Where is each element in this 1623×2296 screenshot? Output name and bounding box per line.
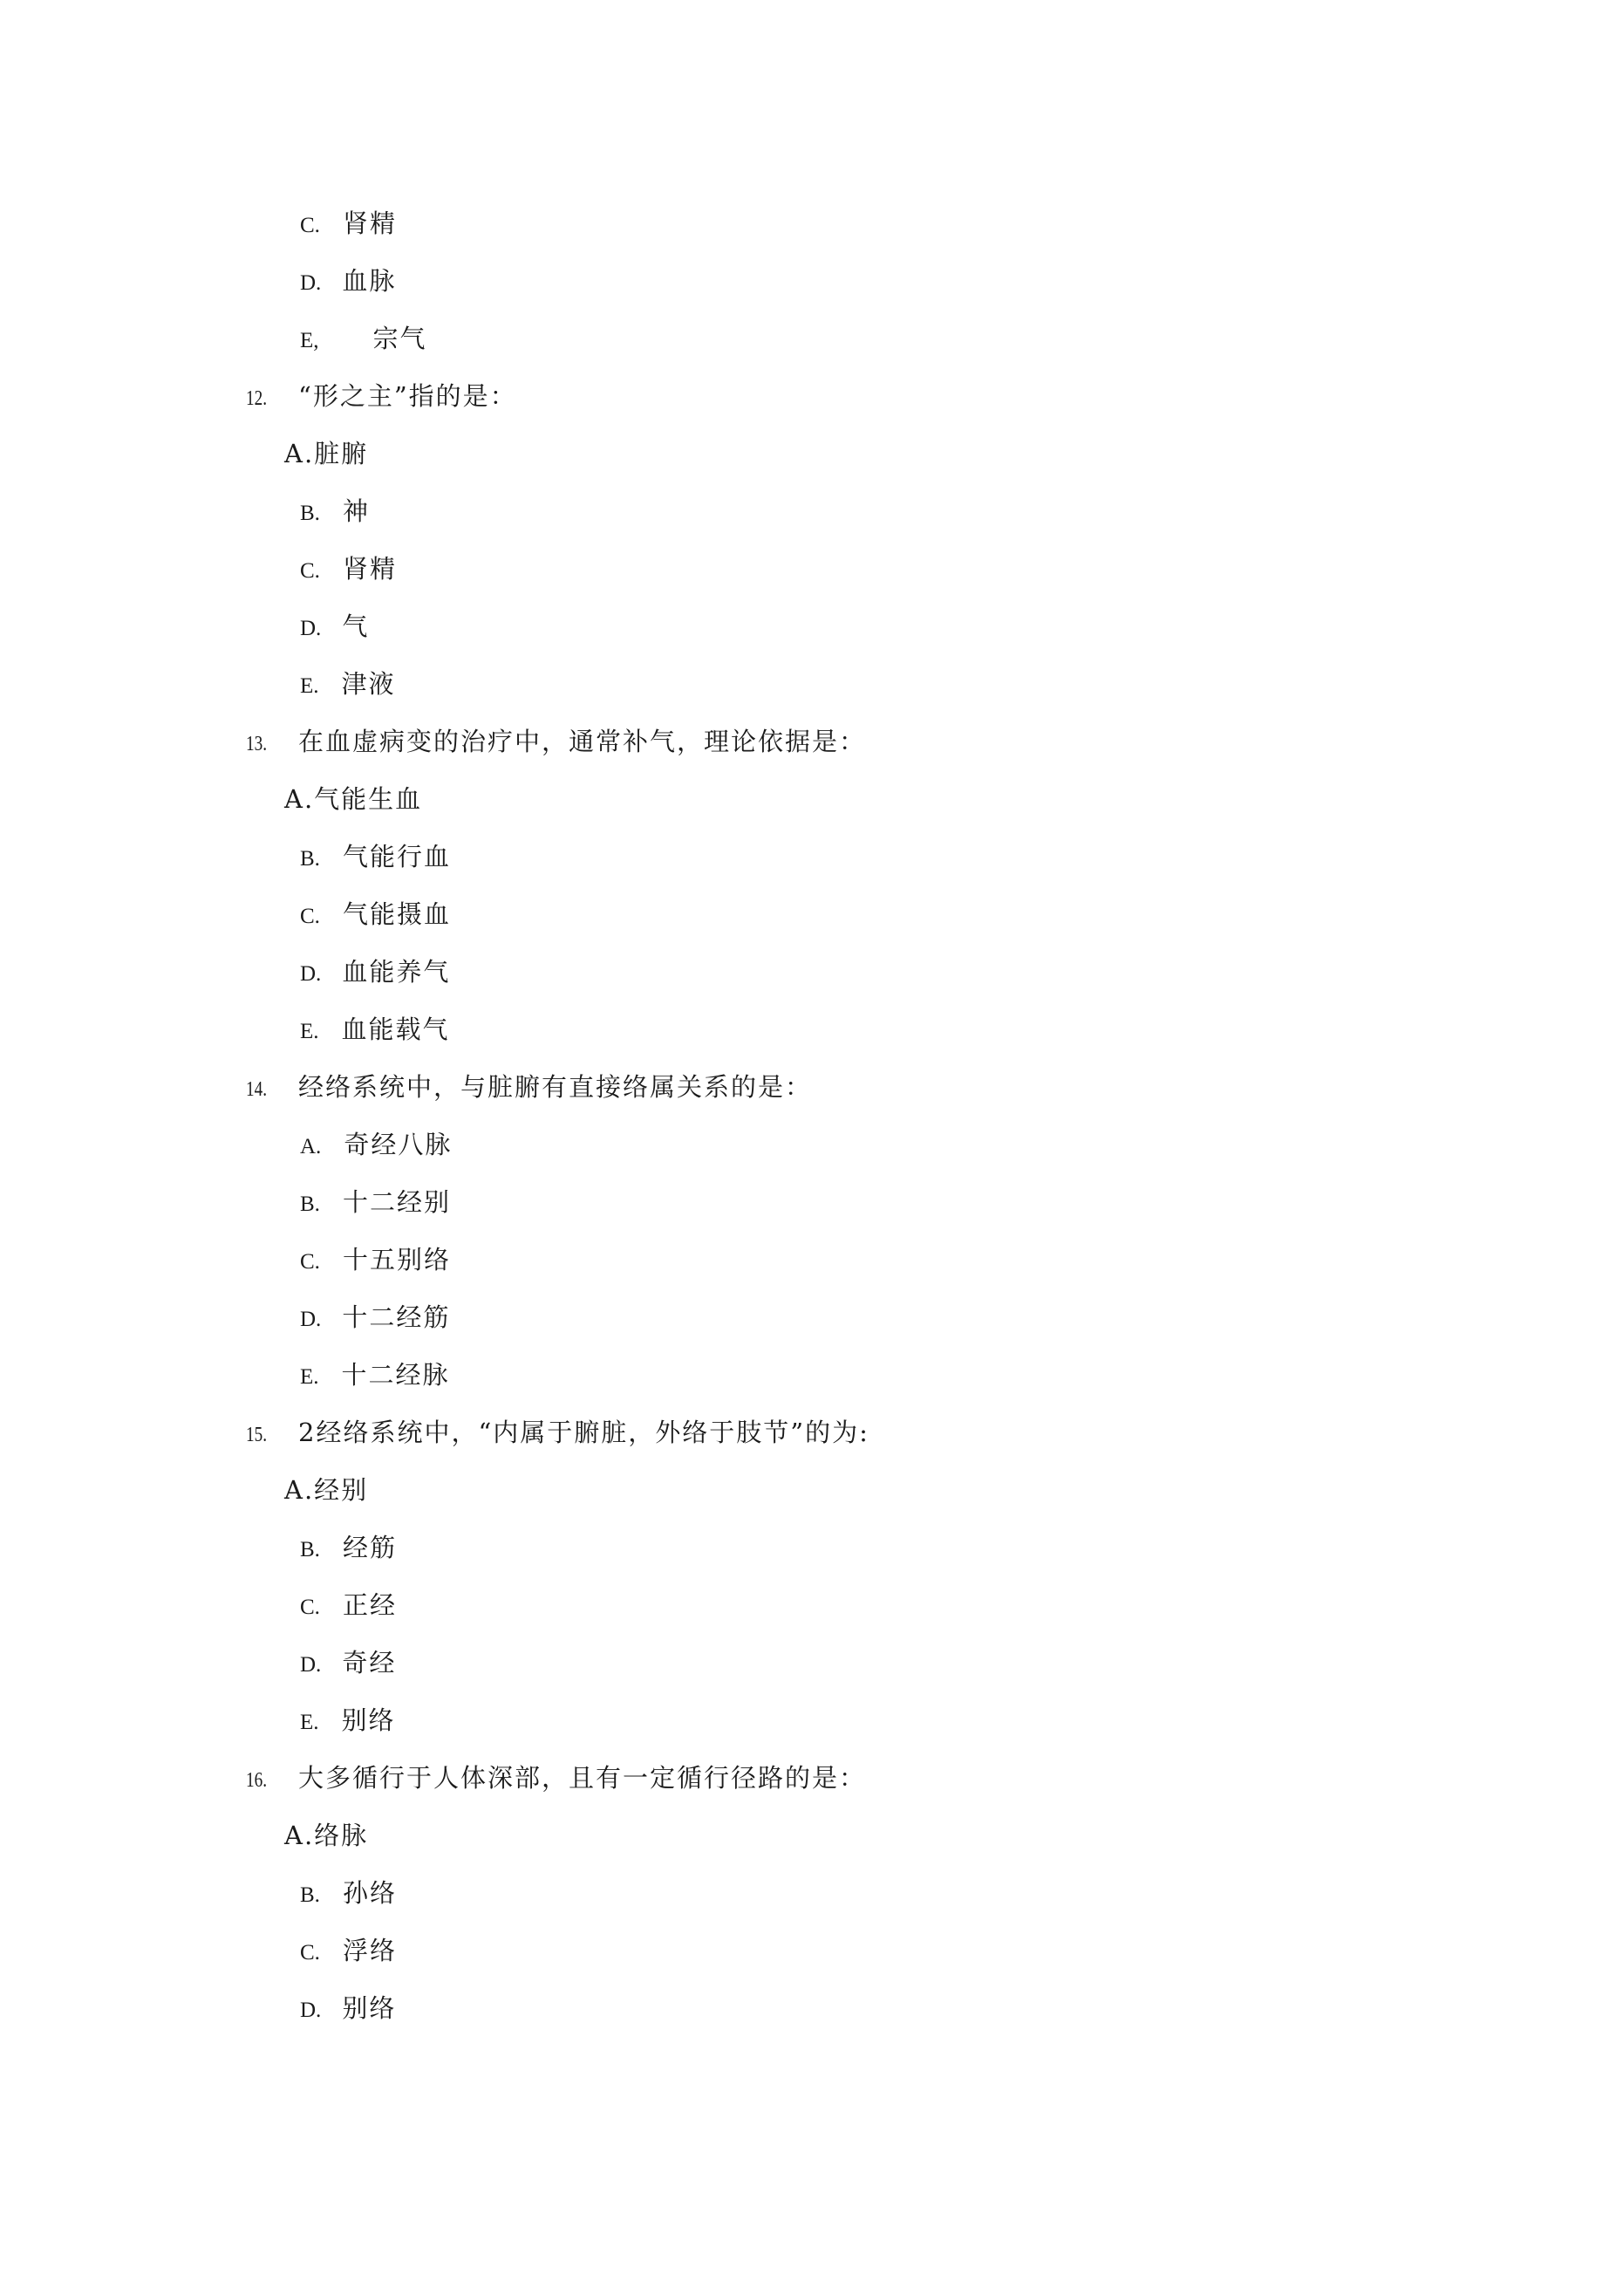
option-d: D. 血脉 (300, 266, 397, 296)
option-c: C. 肾精 (300, 554, 397, 584)
option-e: E. 别络 (300, 1705, 396, 1735)
option-e: E. 津液 (300, 669, 396, 699)
option-b: B. 神 (300, 496, 370, 526)
option-b: B. 经筋 (300, 1533, 397, 1562)
option-e: E. 十二经脉 (300, 1360, 450, 1390)
option-a: A.络脉 (284, 1821, 369, 1850)
option-d: D. 血能养气 (300, 957, 451, 987)
option-d: D. 十二经筋 (300, 1302, 451, 1332)
option-e: E. 血能载气 (300, 1015, 450, 1044)
option-a: A.脏腑 (284, 439, 369, 468)
option-c: C. 十五别络 (300, 1245, 451, 1274)
option-b: B. 十二经别 (300, 1187, 451, 1217)
question-13: 13. 在血虚病变的治疗中，通常补气，理论依据是： (246, 727, 867, 756)
question-15: 15. 2经络系统中，“内属于腑脏，外络于肢节”的为: (246, 1418, 869, 1447)
option-c: C. 肾精 (300, 208, 397, 238)
option-e: E, 宗气 (300, 324, 427, 353)
question-16: 16. 大多循行于人体深部，且有一定循行径路的是： (246, 1763, 867, 1793)
option-b: B. 气能行血 (300, 842, 451, 871)
question-12: 12. “形之主”指的是： (246, 381, 517, 411)
option-a: A. 奇经八脉 (300, 1130, 453, 1159)
option-b: B. 孙络 (300, 1878, 397, 1908)
option-c: C. 气能摄血 (300, 899, 451, 929)
option-c: C. 正经 (300, 1590, 397, 1620)
question-14: 14. 经络系统中，与脏腑有直接络属关系的是： (246, 1072, 813, 1102)
option-c: C. 浮络 (300, 1936, 397, 1965)
option-d: D. 气 (300, 612, 370, 641)
option-a: A.气能生血 (284, 784, 423, 814)
option-d: D. 奇经 (300, 1648, 397, 1678)
option-a: A.经别 (284, 1475, 369, 1505)
option-d: D. 别络 (300, 1993, 397, 2023)
